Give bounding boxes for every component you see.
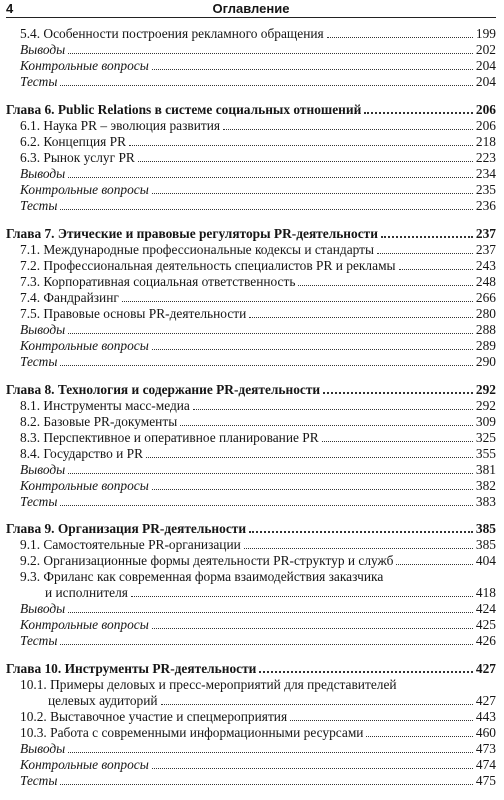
toc-entry-title: Контрольные вопросы — [20, 757, 149, 772]
toc-entry-questions[interactable] — [20, 338, 496, 354]
toc-entry-title: 5.4. Особенности построения рекламного обращения — [20, 26, 324, 41]
toc-entry-page: 355 — [475, 446, 496, 461]
toc-entry-title: Тесты — [20, 633, 58, 648]
toc-entry-page: 292 — [475, 398, 496, 413]
toc-entry-page: 426 — [475, 633, 496, 648]
toc-entry-title: Тесты — [20, 74, 58, 89]
toc-entry-title: Контрольные вопросы — [20, 617, 149, 632]
toc-entry[interactable] — [20, 414, 496, 430]
dot-leader — [60, 784, 472, 785]
toc-entry-page: 243 — [475, 258, 496, 273]
chapter-title: Глава 7. Этические и правовые регуляторы PR-деятельности — [6, 226, 378, 241]
dot-leader — [180, 425, 473, 426]
chapter-heading[interactable] — [6, 661, 496, 677]
toc-entry-page: 206 — [475, 118, 496, 133]
toc-entry-page: 290 — [475, 354, 496, 369]
dot-leader — [60, 209, 472, 210]
toc-entry-tests[interactable] — [20, 74, 496, 90]
dot-leader — [146, 457, 473, 458]
dot-leader — [364, 112, 473, 114]
toc-entry-title: Тесты — [20, 494, 58, 509]
dot-leader — [60, 644, 472, 645]
dot-leader — [60, 505, 472, 506]
dot-leader — [327, 37, 473, 38]
toc-entry-page: 235 — [475, 182, 496, 197]
dot-leader — [122, 301, 473, 302]
toc-entry-title: Тесты — [20, 354, 58, 369]
dot-leader — [259, 671, 473, 673]
toc-entry-title: Выводы — [20, 462, 66, 477]
running-title: Оглавление — [212, 1, 290, 16]
toc-entry-title: Контрольные вопросы — [20, 182, 149, 197]
dot-leader — [60, 85, 472, 86]
page-number: 4 — [6, 1, 14, 16]
dot-leader — [366, 736, 472, 737]
chapter-page: 237 — [475, 226, 496, 241]
toc-entry[interactable] — [20, 553, 496, 569]
chapter-title: Глава 10. Инструменты PR-деятельности — [6, 661, 257, 676]
toc-entry[interactable] — [20, 398, 496, 414]
toc-entry-page: 204 — [475, 58, 496, 73]
toc-entry-title: 7.1. Международные профессиональные кодексы и стандарты — [20, 242, 375, 257]
chapter-page: 427 — [475, 661, 496, 676]
dot-leader — [152, 628, 473, 629]
toc-entry-page: 404 — [475, 553, 496, 568]
chapter-title: Глава 9. Организация PR-деятельности — [6, 521, 247, 536]
dot-leader — [377, 253, 473, 254]
toc-entry[interactable] — [20, 258, 496, 274]
toc-entry[interactable] — [20, 446, 496, 462]
toc-entry[interactable] — [20, 709, 496, 725]
toc-entry-title: Тесты — [20, 773, 58, 788]
toc-entry-page: 248 — [475, 274, 496, 289]
toc-entry-title-line1[interactable]: 9.3. Фриланс как современная форма взаимодействия заказчика — [20, 569, 384, 584]
toc-entry[interactable] — [20, 134, 496, 150]
toc-entry-title: Выводы — [20, 741, 66, 756]
toc-entry-title: Контрольные вопросы — [20, 478, 149, 493]
toc-entry-conclusions[interactable] — [20, 601, 496, 617]
dot-leader — [152, 193, 473, 194]
toc-entry-tests[interactable] — [20, 198, 496, 214]
toc-entry-title: Выводы — [20, 601, 66, 616]
chapter-title: Глава 6. Public Relations в системе социальных отношений — [6, 102, 362, 117]
toc-entry-title: 8.2. Базовые PR-документы — [20, 414, 178, 429]
dot-leader — [138, 161, 473, 162]
dot-leader — [68, 177, 473, 178]
toc-entry-page: 460 — [475, 725, 496, 740]
toc-entry-title: Контрольные вопросы — [20, 338, 149, 353]
toc-entry-page: 218 — [475, 134, 496, 149]
toc-entry-title: 9.1. Самостоятельные PR-организации — [20, 537, 241, 552]
toc-entry[interactable] — [20, 274, 496, 290]
toc-entry-page: 325 — [475, 430, 496, 445]
dot-leader — [60, 365, 472, 366]
dot-leader — [68, 612, 473, 613]
toc-entry-title: 7.3. Корпоративная социальная ответственность — [20, 274, 296, 289]
dot-leader — [322, 441, 473, 442]
toc-entry-title: 8.1. Инструменты масс-медиа — [20, 398, 190, 413]
toc-entry[interactable] — [20, 306, 496, 322]
toc-entry-page: 266 — [475, 290, 496, 305]
toc-entry-title: 9.2. Организационные формы деятельности PR-структур и служб — [20, 553, 394, 568]
toc-entry-title: 8.3. Перспективное и оперативное планирование PR — [20, 430, 319, 445]
toc-entry-page: 443 — [475, 709, 496, 724]
toc-entry-page: 425 — [475, 617, 496, 632]
toc-entry[interactable] — [20, 290, 496, 306]
chapter-heading[interactable] — [6, 382, 496, 398]
dot-leader — [399, 269, 473, 270]
toc-entry-page: 309 — [475, 414, 496, 429]
toc-entry-page: 280 — [475, 306, 496, 321]
toc-entry-page: 202 — [475, 42, 496, 57]
toc-entry-questions[interactable] — [20, 478, 496, 494]
toc-entry-page: 234 — [475, 166, 496, 181]
dot-leader — [152, 768, 473, 769]
toc-entry-page: 288 — [475, 322, 496, 337]
toc-entry-questions[interactable] — [20, 617, 496, 633]
toc-entry[interactable] — [45, 585, 496, 601]
toc-entry-page: 223 — [475, 150, 496, 165]
toc-entry[interactable] — [20, 118, 496, 134]
dot-leader — [244, 548, 473, 549]
toc-entry-tests[interactable] — [20, 633, 496, 649]
toc-entry-conclusions[interactable] — [20, 322, 496, 338]
toc-entry-title-line2: целевых аудиторий — [48, 693, 158, 708]
toc-entry-title: 10.3. Работа с современными информационными ресурсами — [20, 725, 364, 740]
toc-entry-page: 204 — [475, 74, 496, 89]
toc-entry-page: 381 — [475, 462, 496, 477]
dot-leader — [129, 145, 473, 146]
toc-entry-title: 6.1. Наука PR – эволюция развития — [20, 118, 221, 133]
toc-entry-tests[interactable] — [20, 354, 496, 370]
toc-entry-tests[interactable] — [20, 494, 496, 510]
chapter-page: 292 — [475, 382, 496, 397]
chapter-page: 385 — [475, 521, 496, 536]
dot-leader — [249, 531, 473, 533]
toc-entry-title: 6.2. Концепция PR — [20, 134, 127, 149]
dot-leader — [68, 333, 473, 334]
dot-leader — [152, 349, 473, 350]
chapter-heading[interactable] — [6, 521, 496, 537]
toc-entry-page: 473 — [475, 741, 496, 756]
toc-entry[interactable] — [20, 26, 496, 42]
toc-entry-title: 7.2. Профессиональная деятельность специалистов PR и рекламы — [20, 258, 396, 273]
toc-entry[interactable] — [20, 430, 496, 446]
toc-entry-title: 10.2. Выставочное участие и спецмероприятия — [20, 709, 288, 724]
toc-entry-conclusions[interactable] — [20, 741, 496, 757]
dot-leader — [152, 489, 473, 490]
chapter-title: Глава 8. Технология и содержание PR-деятельности — [6, 382, 321, 397]
toc-entry-title: 7.5. Правовые основы PR-деятельности — [20, 306, 247, 321]
dot-leader — [68, 473, 473, 474]
dot-leader — [396, 564, 472, 565]
toc-entry-page: 383 — [475, 494, 496, 509]
toc-entry-page: 382 — [475, 478, 496, 493]
dot-leader — [290, 720, 473, 721]
chapter-heading[interactable] — [6, 226, 496, 242]
toc-entry-page: 199 — [475, 26, 496, 41]
toc-entry-title: Контрольные вопросы — [20, 58, 149, 73]
dot-leader — [161, 704, 473, 705]
toc-entry-title: Выводы — [20, 42, 66, 57]
toc-entry-page: 474 — [475, 757, 496, 772]
toc-entry-page: 427 — [475, 693, 496, 708]
dot-leader — [68, 752, 473, 753]
toc-entry-page: 289 — [475, 338, 496, 353]
toc-entry-title: Выводы — [20, 166, 66, 181]
dot-leader — [298, 285, 472, 286]
dot-leader — [249, 317, 473, 318]
dot-leader — [68, 53, 473, 54]
toc-entry-title: Выводы — [20, 322, 66, 337]
toc-entry-title: 6.3. Рынок услуг PR — [20, 150, 135, 165]
toc-entry-conclusions[interactable] — [20, 166, 496, 182]
toc-entry[interactable] — [20, 537, 496, 553]
toc-entry-page: 475 — [475, 773, 496, 788]
chapter-page: 206 — [475, 102, 496, 117]
chapter-heading[interactable] — [6, 102, 496, 118]
toc-entry-page: 418 — [475, 585, 496, 600]
toc-entry-page: 424 — [475, 601, 496, 616]
toc-entry-tests[interactable] — [20, 773, 496, 789]
toc-entry[interactable] — [20, 242, 496, 258]
dot-leader — [131, 596, 473, 597]
toc-entry-conclusions[interactable] — [20, 462, 496, 478]
dot-leader — [223, 129, 473, 130]
toc-entry-title-line1[interactable]: 10.1. Примеры деловых и пресс-мероприятий для представителей — [20, 677, 397, 692]
toc-entry-page: 237 — [475, 242, 496, 257]
toc-entry-title: Тесты — [20, 198, 58, 213]
toc-entry-title: 8.4. Государство и PR — [20, 446, 144, 461]
dot-leader — [381, 236, 473, 238]
toc-entry[interactable] — [20, 725, 496, 741]
toc-entry-title: 7.4. Фандрайзинг — [20, 290, 119, 305]
toc-entry[interactable] — [20, 150, 496, 166]
toc-entry-page: 236 — [475, 198, 496, 213]
dot-leader — [152, 69, 473, 70]
toc-entry-title-line2: и исполнителя — [45, 585, 128, 600]
toc-entry-questions[interactable] — [20, 757, 496, 773]
toc-entry-page: 385 — [475, 537, 496, 552]
dot-leader — [323, 392, 473, 394]
dot-leader — [193, 409, 473, 410]
toc-entry-conclusions[interactable] — [20, 42, 496, 58]
toc-entry-questions[interactable] — [20, 182, 496, 198]
toc-entry[interactable] — [48, 693, 496, 709]
toc-entry-questions[interactable] — [20, 58, 496, 74]
